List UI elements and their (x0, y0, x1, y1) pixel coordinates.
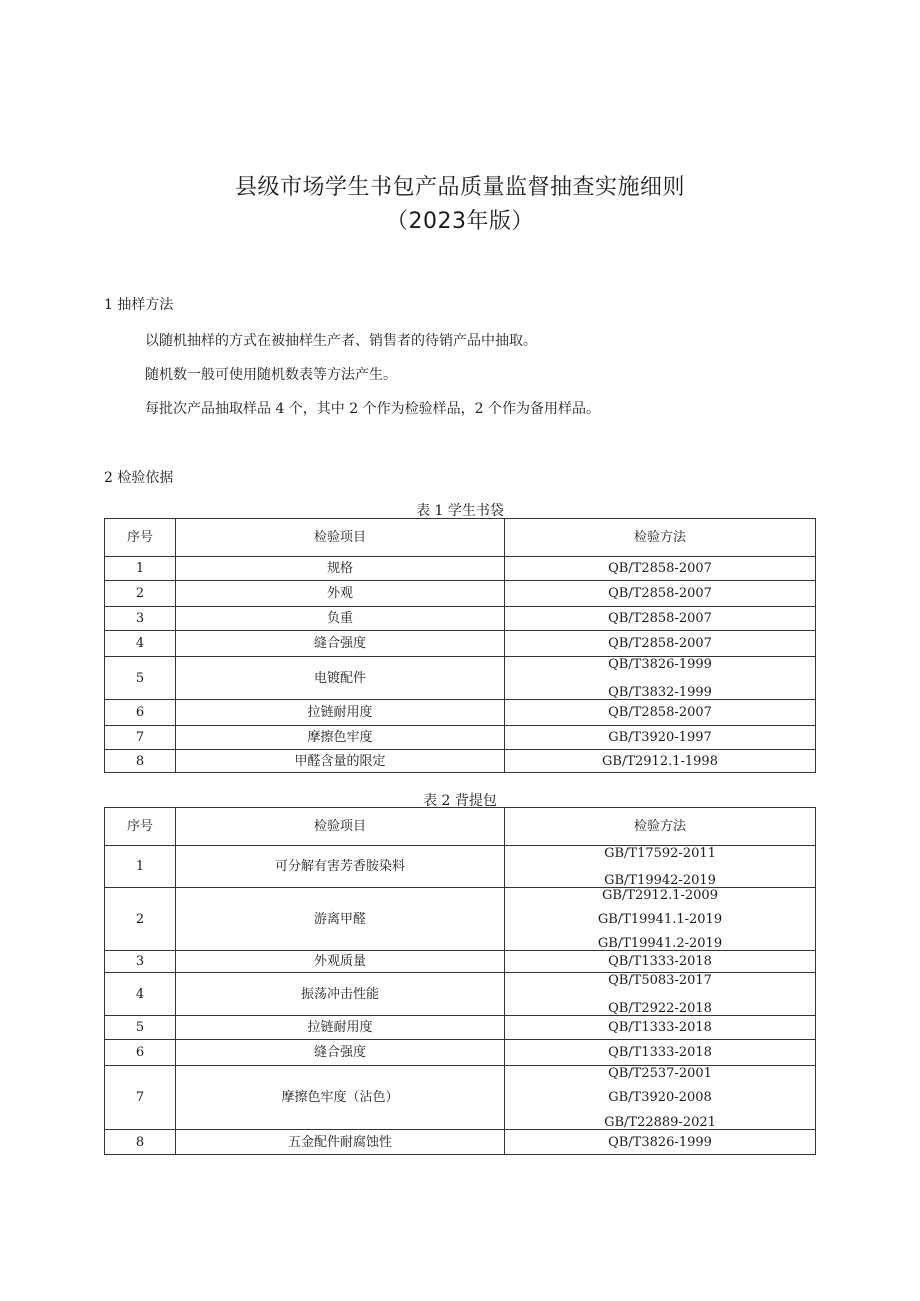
inspection-item: 五金配件耐腐蚀性 (176, 1130, 505, 1155)
inspection-method (505, 607, 816, 631)
column-header: 序号 (105, 808, 176, 846)
method-standard: GB/T2912.1-1998 (602, 753, 718, 769)
method-standard: QB/T2858-2007 (608, 561, 712, 576)
method-standard: QB/T2858-2007 (608, 705, 712, 720)
method-standard: GB/T17592-2011 (604, 845, 716, 861)
inspection-method (505, 1016, 816, 1040)
inspection-item: 拉链耐用度 (176, 1016, 505, 1040)
inspection-method (505, 581, 816, 607)
inspection-item: 规格 (176, 557, 505, 581)
inspection-item: 电镀配件 (176, 657, 505, 700)
inspection-method (505, 700, 816, 726)
inspection-item: 拉链耐用度 (176, 700, 505, 726)
method-standard: GB/T19941.2-2019 (597, 935, 723, 951)
table-row (105, 1130, 816, 1155)
section-heading-basis: 2 检验依据 (104, 470, 174, 486)
row-number: 8 (105, 750, 176, 773)
table-row (105, 1016, 816, 1040)
method-standard: GB/T19942-2019 (604, 872, 716, 888)
column-header: 检验项目 (176, 519, 505, 557)
row-number: 4 (105, 631, 176, 657)
row-number: 1 (105, 557, 176, 581)
row-number: 6 (105, 700, 176, 726)
method-standard: GB/T3920-2008 (608, 1090, 712, 1105)
column-header: 序号 (105, 519, 176, 557)
method-standard: QB/T1333-2018 (608, 954, 712, 969)
method-standard: GB/T3920-1997 (608, 730, 712, 745)
table-row (105, 951, 816, 973)
table2-caption: 表 2 背提包 (423, 793, 497, 809)
method-standard: QB/T2858-2007 (608, 636, 712, 651)
method-standard: QB/T2922-2018 (608, 1000, 712, 1016)
table-row (105, 700, 816, 726)
row-number: 4 (105, 973, 176, 1016)
section-heading-sampling: 1 抽样方法 (104, 297, 174, 313)
table-row (105, 973, 816, 1016)
table-row (105, 631, 816, 657)
inspection-method (505, 846, 816, 888)
method-standard: QB/T3826-1999 (608, 1134, 712, 1150)
row-number: 7 (105, 1066, 176, 1130)
inspection-method (505, 1066, 816, 1130)
method-standard: GB/T2912.1-2009 (602, 887, 718, 903)
inspection-item: 外观质量 (176, 951, 505, 973)
method-standard: QB/T5083-2017 (608, 972, 712, 988)
row-number: 5 (105, 1016, 176, 1040)
inspection-item: 可分解有害芳香胺染料 (176, 846, 505, 888)
table-row (105, 726, 816, 750)
inspection-item: 负重 (176, 607, 505, 631)
column-header: 检验方法 (505, 808, 816, 846)
inspection-item: 缝合强度 (176, 1040, 505, 1066)
inspection-method (505, 888, 816, 951)
table2-backpack (104, 807, 816, 1155)
table-row (105, 657, 816, 700)
table-row (105, 581, 816, 607)
document-subtitle: （2023年版） (386, 209, 534, 234)
inspection-method (505, 973, 816, 1016)
inspection-method (505, 557, 816, 581)
inspection-item: 振荡冲击性能 (176, 973, 505, 1016)
row-number: 7 (105, 726, 176, 750)
method-standard: QB/T2858-2007 (608, 611, 712, 626)
table-row (105, 607, 816, 631)
paragraph: 以随机抽样的方式在被抽样生产者、销售者的待销产品中抽取。 (145, 333, 537, 349)
table1-caption: 表 1 学生书袋 (416, 503, 504, 519)
method-standard: QB/T3832-1999 (608, 684, 712, 700)
method-standard: QB/T1333-2018 (608, 1045, 712, 1060)
inspection-method (505, 631, 816, 657)
row-number: 5 (105, 657, 176, 700)
row-number: 3 (105, 951, 176, 973)
row-number: 8 (105, 1130, 176, 1155)
inspection-item: 摩擦色牢度（沾色） (176, 1066, 505, 1130)
table-row (105, 846, 816, 888)
table-row (105, 1066, 816, 1130)
table-row (105, 888, 816, 951)
inspection-method (505, 1040, 816, 1066)
inspection-item: 缝合强度 (176, 631, 505, 657)
table-header-row (105, 808, 816, 846)
inspection-method (505, 750, 816, 773)
method-standard: GB/T22889-2021 (604, 1114, 716, 1130)
document-title: 县级市场学生书包产品质量监督抽查实施细则 (234, 175, 685, 200)
inspection-method (505, 726, 816, 750)
inspection-item: 甲醛含量的限定 (176, 750, 505, 773)
table-row (105, 1040, 816, 1066)
column-header: 检验项目 (176, 808, 505, 846)
method-standard: GB/T19941.1-2019 (597, 911, 723, 927)
method-standard: QB/T3826-1999 (608, 656, 712, 672)
row-number: 2 (105, 888, 176, 951)
row-number: 3 (105, 607, 176, 631)
method-standard: QB/T1333-2018 (608, 1020, 712, 1035)
table-row (105, 750, 816, 773)
row-number: 1 (105, 846, 176, 888)
table-row (105, 557, 816, 581)
inspection-item: 摩擦色牢度 (176, 726, 505, 750)
inspection-item: 外观 (176, 581, 505, 607)
paragraph: 随机数一般可使用随机数表等方法产生。 (145, 367, 397, 383)
inspection-item: 游离甲醛 (176, 888, 505, 951)
inspection-method (505, 1130, 816, 1155)
row-number: 6 (105, 1040, 176, 1066)
table1-student-bag (104, 518, 816, 773)
row-number: 2 (105, 581, 176, 607)
table-header-row (105, 519, 816, 557)
column-header: 检验方法 (505, 519, 816, 557)
method-standard: QB/T2537-2001 (608, 1065, 712, 1081)
inspection-method (505, 951, 816, 973)
paragraph: 每批次产品抽取样品 4 个，其中 2 个作为检验样品，2 个作为备用样品。 (145, 401, 600, 417)
method-standard: QB/T2858-2007 (608, 586, 712, 601)
inspection-method (505, 657, 816, 700)
